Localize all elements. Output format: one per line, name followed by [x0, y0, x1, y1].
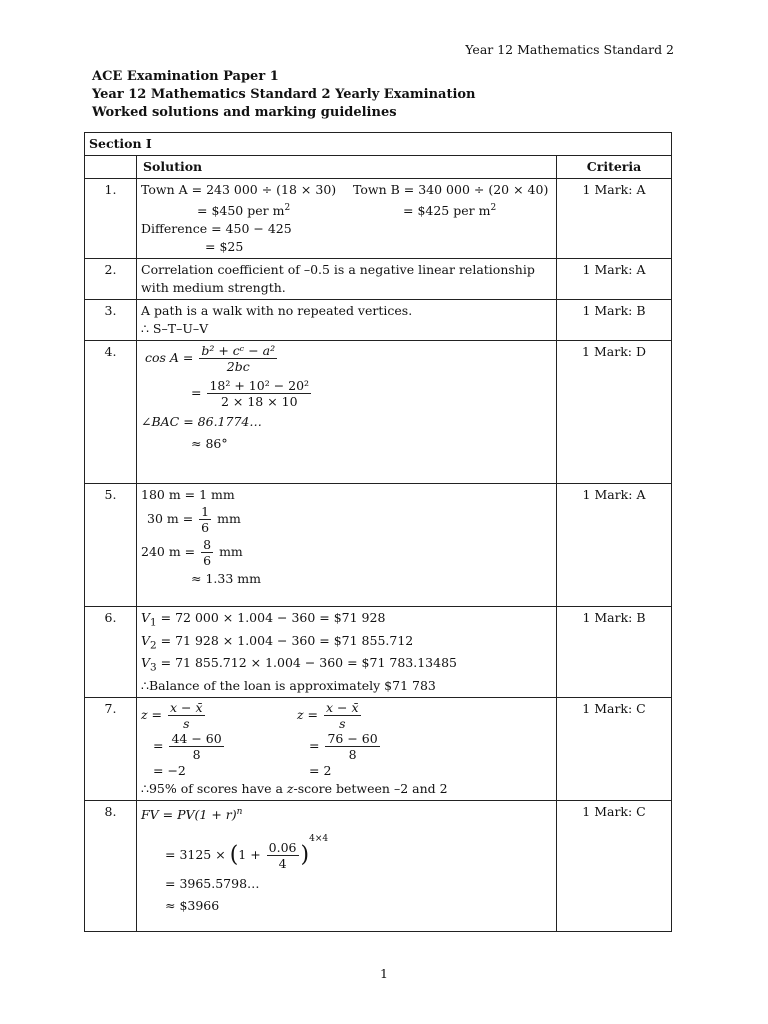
z-score-left [141, 700, 297, 780]
scale-fraction [201, 537, 213, 568]
question-number: 5. [85, 484, 137, 607]
formula-exponent: n [236, 806, 243, 817]
solution-cell [137, 341, 557, 484]
table-row [85, 259, 672, 300]
number-column-header [85, 156, 137, 179]
scale-lhs: 240 m = [141, 544, 196, 560]
table-row [85, 800, 672, 931]
v1-expression: = 72 000 × 1.004 − 360 = $71 928 [156, 610, 386, 626]
balance-v3 [141, 654, 552, 677]
subscript: 3 [150, 661, 157, 674]
fraction-denominator: 6 [203, 553, 212, 569]
fraction-denominator: 4 [278, 855, 287, 871]
fraction-denominator: s [339, 715, 346, 731]
difference-result: = $25 [205, 239, 244, 255]
town-b-calc: Town B = 340 000 ÷ (20 × 40) [353, 182, 549, 197]
table-row [85, 607, 672, 698]
equals-sign: = [153, 737, 164, 753]
scale-fraction [199, 504, 211, 535]
fraction-numerator: 44 − 60 [171, 730, 222, 746]
z-formula-fraction [168, 700, 205, 731]
solution-cell [137, 484, 557, 607]
fraction-numerator: 1 [201, 504, 210, 520]
solutions-table [84, 132, 672, 932]
criteria-cell: 1 Mark: D [557, 341, 672, 484]
solutions-title: Worked solutions and marking guidelines [92, 105, 397, 120]
table-row [85, 179, 672, 259]
column-header-row [85, 156, 672, 179]
fraction-numerator: 76 − 60 [327, 730, 378, 746]
open-paren: ( [229, 842, 239, 868]
fraction-numerator: 8 [203, 537, 212, 553]
solution-line: A path is a walk with no repeated vertices. [141, 303, 413, 319]
solution-line: ∴ S–T–U–V [141, 321, 209, 337]
equals-sign: = [191, 385, 202, 401]
criteria-cell: 1 Mark: C [557, 697, 672, 800]
variable-v: V [141, 610, 151, 626]
conclusion-text: ∴95% of scores have a [141, 780, 287, 796]
balance-v1 [141, 609, 552, 632]
z-conclusion [141, 780, 552, 798]
v3-expression: = 71 855.712 × 1.004 − 360 = $71 783.13485 [156, 655, 457, 671]
compound-interest-formula [141, 803, 552, 824]
section-header-row [85, 133, 672, 156]
criteria-cell: 1 Mark: B [557, 607, 672, 698]
formula-text: FV = PV(1 + r) [141, 806, 237, 822]
squared-exponent: 2 [284, 203, 291, 213]
z-substitution-fraction [169, 731, 223, 762]
rate-fraction [267, 840, 299, 871]
z-result: = −2 [153, 762, 186, 778]
page-number: 1 [380, 966, 388, 981]
criteria-cell: 1 Mark: A [557, 484, 672, 607]
fraction-denominator: s [183, 715, 190, 731]
section-title: Section I [85, 133, 672, 156]
fraction-numerator: x − x̄ [326, 699, 359, 715]
solution-cell: Correlation coefficient of –0.5 is a negative linear relationship with medium strength. [137, 259, 557, 300]
cosine-lhs: cos A = [145, 350, 194, 366]
substitution-line [141, 830, 552, 871]
question-number: 2. [85, 259, 137, 300]
one-plus: 1 + [238, 846, 261, 862]
fraction-numerator: 18² + 10² − 20² [209, 378, 310, 394]
fraction-numerator: x − x̄ [170, 699, 203, 715]
solution-cell [137, 179, 557, 259]
solution-cell [137, 697, 557, 800]
squared-exponent: 2 [490, 203, 497, 213]
scale-lhs: 30 m = [147, 511, 194, 527]
question-number: 1. [85, 179, 137, 259]
question-number: 7. [85, 697, 137, 800]
fraction-denominator: 2bc [226, 359, 250, 375]
solution-column-header: Solution [137, 156, 557, 179]
table-row [85, 484, 672, 607]
z-score-right [297, 700, 382, 780]
running-header: Year 12 Mathematics Standard 2 [465, 42, 674, 57]
table-row [85, 300, 672, 341]
power-exponent: 4×4 [309, 833, 329, 844]
solution-cell [137, 800, 557, 931]
difference-calc: Difference = 450 − 425 [141, 221, 292, 237]
variable-v: V [141, 655, 151, 671]
table-row [85, 341, 672, 484]
v2-expression: = 71 928 × 1.004 − 360 = $71 855.712 [156, 632, 414, 648]
future-value-approx: ≈ $3966 [165, 897, 220, 913]
question-number: 4. [85, 341, 137, 484]
town-a-calc: Town A = 243 000 ÷ (18 × 30) [141, 182, 337, 197]
z-result: = 2 [309, 762, 332, 778]
angle-approx: ≈ 86° [191, 436, 228, 452]
fraction-denominator: 8 [348, 746, 357, 762]
future-value-result: = 3965.5798… [165, 875, 260, 891]
substitution-prefix: = 3125 × [165, 846, 230, 862]
conclusion-text: -score between –2 and 2 [293, 780, 448, 796]
z-lhs: z = [141, 706, 163, 722]
criteria-cell: 1 Mark: A [557, 179, 672, 259]
fraction-denominator: 6 [201, 520, 210, 536]
question-number: 3. [85, 300, 137, 341]
exam-title: Year 12 Mathematics Standard 2 Yearly Examination [92, 87, 476, 102]
subscript: 1 [150, 616, 157, 629]
variable-v: V [141, 632, 151, 648]
conclusion-variable: z [286, 780, 294, 796]
angle-result: ∠BAC = 86.1774… [141, 414, 262, 430]
close-paren: ) [300, 842, 310, 868]
scale-line: 180 m = 1 mm [141, 487, 235, 503]
substitution-fraction [207, 378, 311, 409]
fraction-numerator: 0.06 [268, 839, 297, 855]
criteria-cell: 1 Mark: A [557, 259, 672, 300]
question-number: 6. [85, 607, 137, 698]
solution-cell [137, 300, 557, 341]
criteria-cell: 1 Mark: B [557, 300, 672, 341]
fraction-denominator: 2 × 18 × 10 [220, 394, 298, 410]
document-titles [92, 68, 476, 122]
scale-approx: ≈ 1.33 mm [191, 571, 261, 587]
criteria-column-header: Criteria [557, 156, 672, 179]
town-a-result: = $450 per m [197, 203, 285, 219]
loan-conclusion: ∴Balance of the loan is approximately $71 783 [141, 677, 436, 693]
balance-v2 [141, 632, 552, 655]
z-formula-fraction [324, 700, 361, 731]
fraction-denominator: 8 [192, 746, 201, 762]
paper-title: ACE Examination Paper 1 [92, 69, 279, 84]
criteria-cell: 1 Mark: C [557, 800, 672, 931]
town-b-result: = $425 per m [403, 203, 491, 219]
equals-sign: = [309, 737, 320, 753]
z-substitution-fraction [325, 731, 379, 762]
unit-label: mm [217, 511, 241, 527]
question-number: 8. [85, 800, 137, 931]
subscript: 2 [150, 639, 157, 652]
fraction-numerator: b² + cᶜ − a² [201, 343, 276, 359]
table-row [85, 697, 672, 800]
z-lhs: z = [297, 706, 319, 722]
unit-label: mm [219, 544, 243, 560]
solution-cell [137, 607, 557, 698]
cosine-rule-fraction [199, 343, 277, 374]
